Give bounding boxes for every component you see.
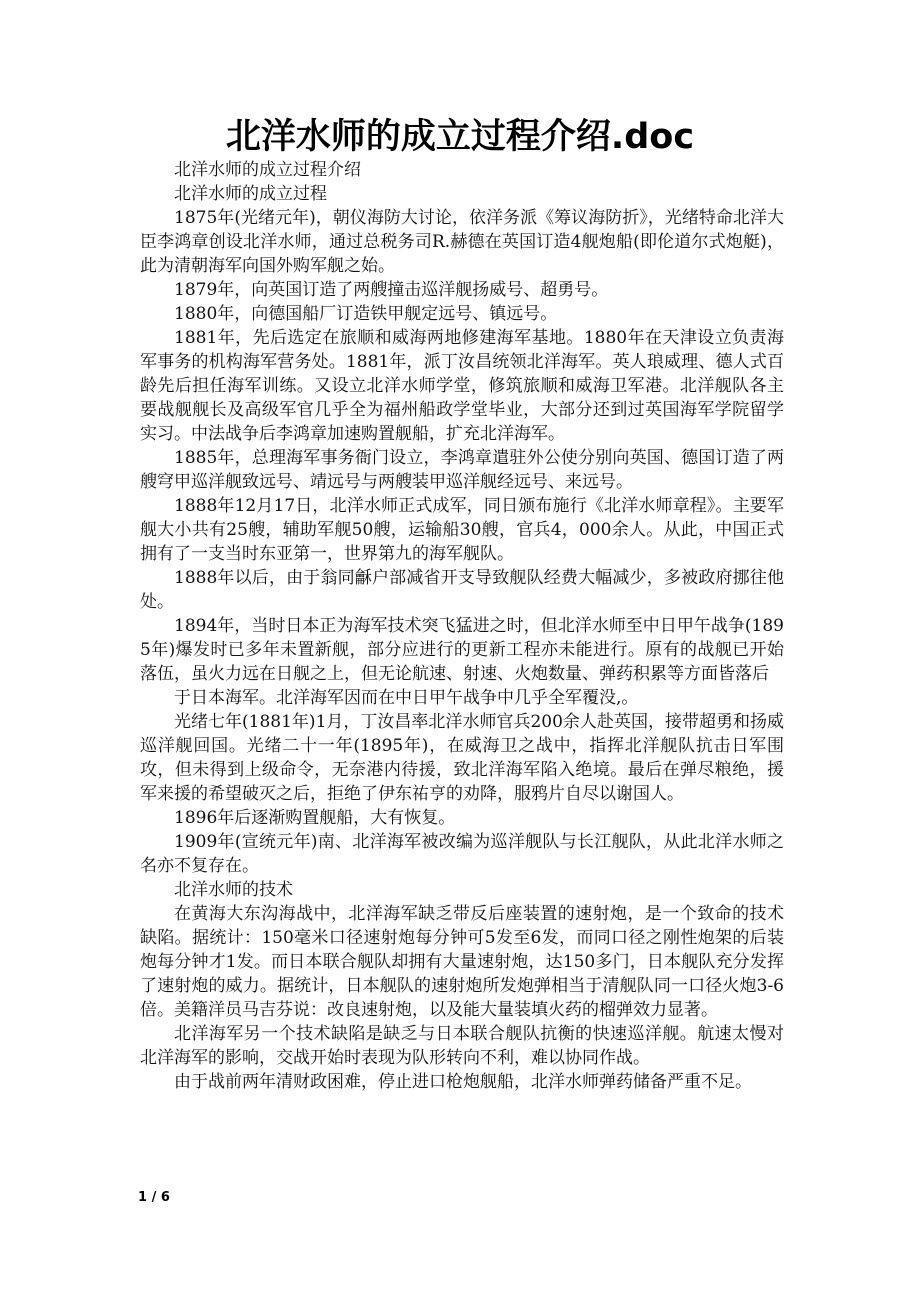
paragraph-ding-ruchang: 光绪七年(1881年)1月，丁汝昌率北洋水师官兵200余人赴英国，接带超勇和扬威巡洋舰回国。光绪二十一年(1895年)，在威海卫之战中，指挥北洋舰队抗击日军围攻，但未得到上级命令，无奈港内待援，致北洋海军陷入绝境。最后在弹尽粮绝，援军来援的希望破灭之后，拒绝了伊东祐亨的劝降，服鸦片自尽以谢国人。 <box>140 712 784 804</box>
section-heading-technology: 北洋水师的技术 <box>174 880 293 900</box>
paragraph-rapid-fire-guns: 在黄海大东沟海战中，北洋海军缺乏带反后座装置的速射炮，是一个致命的技术缺陷。据统计：150毫米口径速射炮每分钟可5发至6发，而同口径之刚性炮架的后装炮每分钟才1发。而日本联合舰队却拥有大量速射炮，达150多门，日本舰队充分发挥了速射炮的威力。据统计，日本舰队的速射炮所发炮弹相当于清舰队同一口径火炮3-6倍。美籍洋员马吉芬说：改良速射炮，以及能大量装填火药的榴弹效力显著。 <box>140 904 784 1020</box>
paragraph-1894: 1894年，当时日本正为海军技术突飞猛进之时，但北洋水师至中日甲午战争(1895年)爆发时已多年未置新舰，部分应进行的更新工程亦未能进行。原有的战舰已开始落伍，虽火力远在日舰之上，但无论航速、射速、火炮数量、弹药积累等方面皆落后 <box>140 616 784 684</box>
document-title: 北洋水师的成立过程介绍.doc <box>225 117 695 157</box>
paragraph-1880: 1880年，向德国船厂订造铁甲舰定远号、镇远号。 <box>174 304 558 324</box>
paragraph-ammunition: 由于战前两年清财政困难，停止进口枪炮舰船，北洋水师弹药储备严重不足。 <box>174 1072 752 1092</box>
paragraph-1888-funding: 1888年以后，由于翁同龢户部减省开支导致舰队经费大幅减少，多被政府挪往他处。 <box>140 568 784 612</box>
section-heading-founding: 北洋水师的成立过程 <box>174 184 327 204</box>
paragraph-intro-title: 北洋水师的成立过程介绍 <box>174 160 361 180</box>
paragraph-1888-established: 1888年12月17日，北洋水师正式成军，同日颁布施行《北洋水师章程》。主要军舰大小共有25艘，辅助军舰50艘，运输船30艘，官兵4，000余人。从此，中国正式拥有了一支当时东亚第一，世界第九的海军舰队。 <box>140 496 784 564</box>
document-body <box>140 158 784 1094</box>
paragraph-defeat: 于日本海军。北洋海军因而在中日甲午战争中几乎全军覆没,。 <box>174 688 639 708</box>
paragraph-fast-cruisers: 北洋海军另一个技术缺陷是缺乏与日本联合舰队抗衡的快速巡洋舰。航速太慢对北洋海军的影响，交战开始时表现为队形转向不利，难以协同作战。 <box>140 1024 784 1068</box>
paragraph-1885: 1885年，总理海军事务衙门设立，李鸿章遣驻外公使分别向英国、德国订造了两艘穹甲巡洋舰致远号、靖远号与两艘装甲巡洋舰经远号、来远号。 <box>140 448 784 492</box>
paragraph-1879: 1879年，向英国订造了两艘撞击巡洋舰扬威号、超勇号。 <box>174 280 609 300</box>
paragraph-1881: 1881年，先后选定在旅顺和威海两地修建海军基地。1880年在天津设立负责海军事务的机构海军营务处。1881年，派丁汝昌统领北洋海军。英人琅威理、德人式百龄先后担任海军训练。又设立北洋水师学堂，修筑旅顺和威海卫军港。北洋舰队各主要战舰舰长及高级军官几乎全为福州船政学堂毕业，大部分还到过英国海军学院留学实习。中法战争后李鸿章加速购置舰船，扩充北洋海军。 <box>140 328 784 444</box>
paragraph-1875: 1875年(光绪元年)，朝仪海防大讨论，依洋务派《筹议海防折》，光绪特命北洋大臣李鸿章创设北洋水师，通过总税务司R.赫德在英国订造4舰炮船(即伦道尔式炮艇)，此为清朝海军向国外购军舰之始。 <box>140 208 784 276</box>
paragraph-1896: 1896年后逐渐购置舰船，大有恢复。 <box>174 808 456 828</box>
page-number: 1 / 6 <box>138 1190 170 1205</box>
paragraph-1909: 1909年(宣统元年)南、北洋海军被改编为巡洋舰队与长江舰队，从此北洋水师之名亦不复存在。 <box>140 832 784 876</box>
